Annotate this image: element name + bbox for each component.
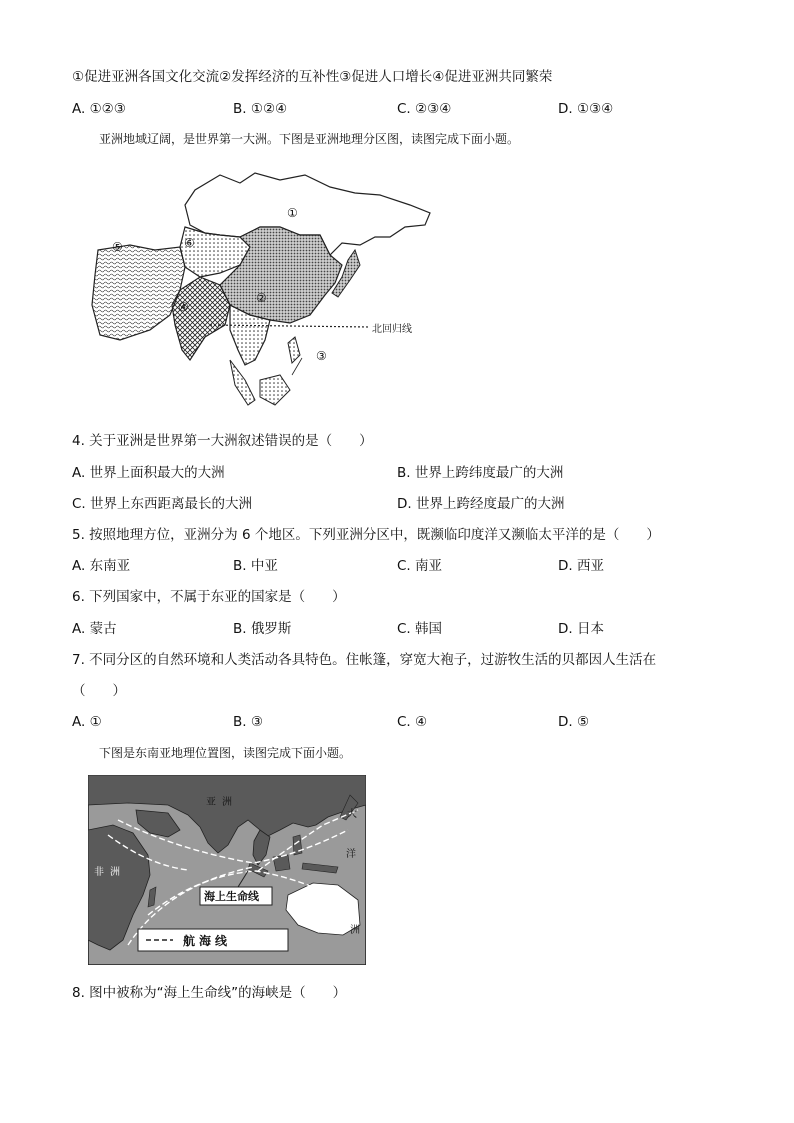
q7-option-d[interactable]: D. ⑤ [558,714,590,730]
region-label-2: ② [256,291,267,305]
q4-stem: 4. 关于亚洲是世界第一大洲叙述错误的是（ ） [72,433,373,449]
q7-option-c[interactable]: C. ④ [397,714,428,730]
region-label-5: ⑤ [112,240,123,254]
region-west-asia [92,245,185,340]
q6-stem: 6. 下列国家中，不属于东亚的国家是（ ） [72,589,346,605]
q4-option-b[interactable]: B. 世界上跨纬度最广的大洲 [397,465,564,481]
oceania-label: 洲 [350,925,360,936]
region-label-1: ① [287,206,298,220]
q6-option-b[interactable]: B. 俄罗斯 [233,621,292,637]
region-label-3: ③ [316,349,327,363]
region-label-4: ④ [178,300,189,314]
q3-option-b[interactable]: B. ①②④ [233,101,288,117]
q3-option-d[interactable]: D. ①③④ [558,101,614,117]
q7-option-a[interactable]: A. ① [72,714,102,730]
q6-option-d[interactable]: D. 日本 [558,621,604,637]
pacific-label-2: 洋 [346,849,356,860]
lifeline-label: 海上生命线 [204,890,259,903]
southeast-asia-location-map [88,775,366,965]
tropic-label: 北回归线 [372,324,412,335]
intro-asia-map: 亚洲地域辽阔，是世界第一大洲。下图是亚洲地理分区图，读图完成下面小题。 [99,132,520,146]
q5-option-b[interactable]: B. 中亚 [233,558,278,574]
pacific-label-1: 大 [347,809,357,820]
q6-option-a[interactable]: A. 蒙古 [72,621,117,637]
intro-southeast-asia-map: 下图是东南亚地理位置图，读图完成下面小题。 [99,746,352,760]
legend-label: 航海线 [183,934,232,948]
asia-label: 亚洲 [206,797,238,808]
q4-option-a[interactable]: A. 世界上面积最大的大洲 [72,465,225,481]
q7-option-b[interactable]: B. ③ [233,714,263,730]
q3-stem: ①促进亚洲各国文化交流②发挥经济的互补性③促进人口增长④促进亚洲共同繁荣 [72,69,553,85]
q5-option-c[interactable]: C. 南亚 [397,558,443,574]
q5-option-a[interactable]: A. 东南亚 [72,558,131,574]
region-south-asia [172,277,230,360]
q3-option-c[interactable]: C. ②③④ [397,101,452,117]
q8-stem: 8. 图中被称为“海上生命线”的海峡是（ ） [72,985,347,1001]
q6-option-c[interactable]: C. 韩国 [397,621,443,637]
asia-region-map [80,165,440,415]
q4-option-d[interactable]: D. 世界上跨经度最广的大洲 [397,496,565,512]
q3-option-a[interactable]: A. ①②③ [72,101,126,117]
q7-stem-continued: （ ） [72,683,126,699]
q5-stem: 5. 按照地理方位，亚洲分为 6 个地区。下列亚洲分区中，既濒临印度洋又濒临太平洋的是（ ） [72,527,660,543]
q4-option-c[interactable]: C. 世界上东西距离最长的大洲 [72,496,253,512]
africa-label: 非洲 [94,867,126,878]
region-label-6: ⑥ [184,236,195,250]
q7-stem: 7. 不同分区的自然环境和人类活动各具特色。住帐篷，穿宽大袍子，过游牧生活的贝都因人生活在 [72,652,657,668]
q5-option-d[interactable]: D. 西亚 [558,558,604,574]
